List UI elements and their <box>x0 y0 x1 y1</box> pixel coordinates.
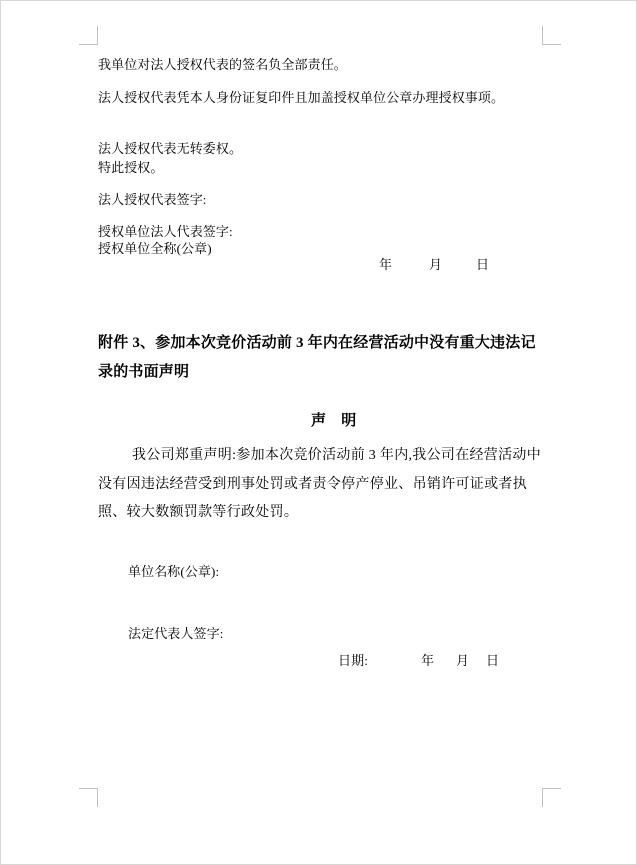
unit-name-label: 单位名称(公章): <box>128 564 220 579</box>
auth-date-month: 月 <box>429 257 443 272</box>
crop-mark-bottom-right-icon <box>542 788 561 807</box>
crop-mark-top-right-icon <box>542 26 561 45</box>
declaration-title: 声 明 <box>311 413 357 429</box>
declaration-date-year: 年 <box>421 653 435 668</box>
declaration-date-label: 日期: <box>338 653 368 668</box>
legal-rep-signature-label: 法定代表人签字: <box>128 626 224 641</box>
declaration-date-month: 月 <box>456 653 470 668</box>
auth-id-copy-line: 法人授权代表凭本人身份证复印件且加盖授权单位公章办理授权事项。 <box>98 90 505 105</box>
auth-date-day: 日 <box>476 257 490 272</box>
crop-mark-top-left-icon <box>79 26 98 45</box>
auth-rep-signature-label: 法人授权代表签字: <box>98 192 207 207</box>
attachment3-heading: 附件 3、参加本次竞价活动前 3 年内在经营活动中没有重大违法记录的书面声明 <box>98 335 536 380</box>
auth-no-delegation-line: 法人授权代表无转委权。 <box>98 141 243 156</box>
declaration-body: 我公司郑重声明:参加本次竞价活动前 3 年内,我公司在经营活动中没有因违法经营受到刑事处罚或者责令停产停业、吊销许可证或者执照、较大数额罚款等行政处罚。 <box>98 448 541 520</box>
crop-mark-bottom-left-icon <box>79 788 98 807</box>
auth-unit-full-name-label: 授权单位全称(公章) <box>98 241 212 256</box>
declaration-date-day: 日 <box>486 653 500 668</box>
auth-unit-rep-signature-label: 授权单位法人代表签字: <box>98 224 233 239</box>
auth-date-year: 年 <box>379 257 393 272</box>
auth-responsibility-line: 我单位对法人授权代表的签名负全部责任。 <box>98 57 347 72</box>
auth-hereby-line: 特此授权。 <box>98 160 164 175</box>
